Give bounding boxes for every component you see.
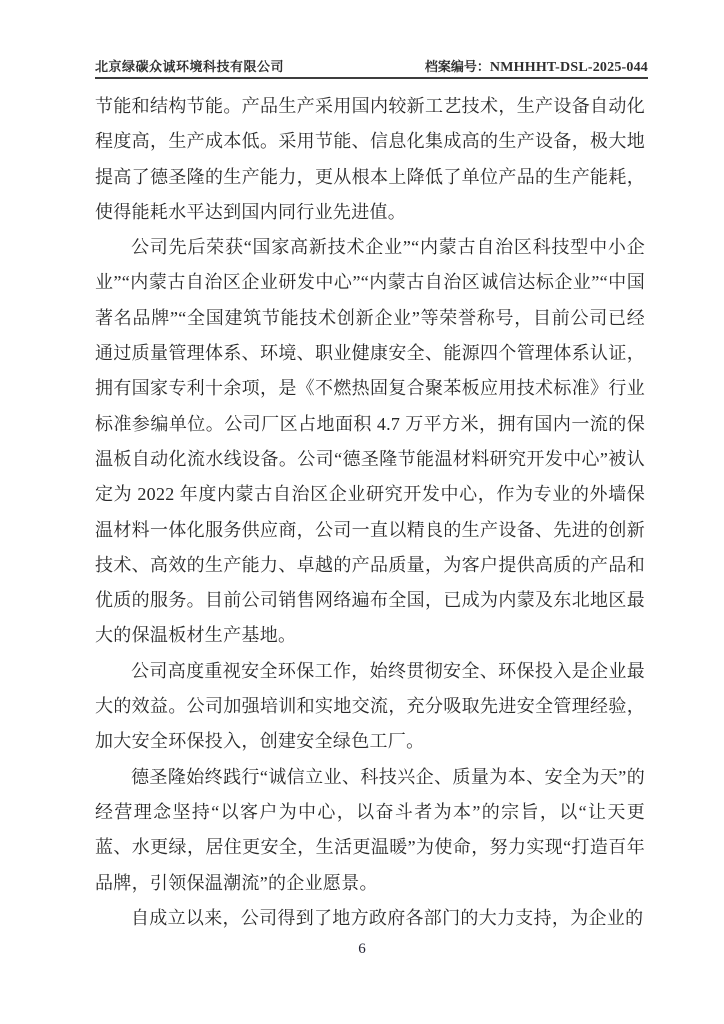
body-paragraph-3: 公司高度重视安全环保工作，始终贯彻安全、环保投入是企业最大的效益。公司加强培训和实地交流，充分吸取先进安全管理经验，加大安全环保投入，创建安全绿色工厂。 [95,660,645,752]
page-header [95,56,648,76]
body-paragraph-4: 德圣隆始终践行“诚信立业、科技兴企、质量为本、安全为天”的经营理念坚持“以客户为中心，以奋斗者为本”的宗旨，以“让天更蓝、水更绿，居住更安全，生活更温暖”为使命，努力实现“打造百年品牌，引领保温潮流”的企业愿景。 [95,766,645,893]
body-paragraph-1: 节能和结构节能。产品生产采用国内较新工艺技术，生产设备自动化程度高，生产成本低。采用节能、信息化集成高的生产设备，极大地提高了德圣隆的生产能力，更从根本上降低了单位产品的生产能耗，使得能耗水平达到国内同行业先进值。 [95,96,645,222]
archive-label: 档案编号： [424,59,490,74]
page-number: 6 [358,941,366,957]
header-archive [425,56,648,76]
header-divider [95,77,648,79]
page-footer [0,941,724,958]
body-paragraph-2: 公司先后荣获“国家高新技术企业”“内蒙古自治区科技型中小企业”“内蒙古自治区企业研发中心”“内蒙古自治区诚信达标企业”“中国著名品牌”“全国建筑节能技术创新企业”等荣誉称号，目前公司已经通过质量管理体系、环境、职业健康安全、能源四个管理体系认证，拥有国家专利十余项，是《不燃热固复合聚苯板应用技术标准》行业标准参编单位。公司厂区占地面积 4.7 万平方米，拥有国内一流的保温板自动化流水线设备。公司“德圣隆节能温材料研究开发中心”被认定为 2022 年度内蒙古自治区企业研究开发中心，作为专业的外墙保温材料一体化服务供应商，公司一直以精良的生产设备、先进的创新技术、高效的生产能力、卓越的产品质量，为客户提供高质的产品和优质的服务。目前公司销售网络遍布全国，已成为内蒙及东北地区最大的保温板材生产基地。 [95,237,645,646]
document-body [95,89,645,936]
header-company-name: 北京绿碳众诚环境科技有限公司 [95,59,285,74]
body-paragraph-5: 自成立以来，公司得到了地方政府各部门的大力支持，为企业的 [131,907,644,928]
archive-number: NMHHHT-DSL-2025-044 [489,60,648,75]
